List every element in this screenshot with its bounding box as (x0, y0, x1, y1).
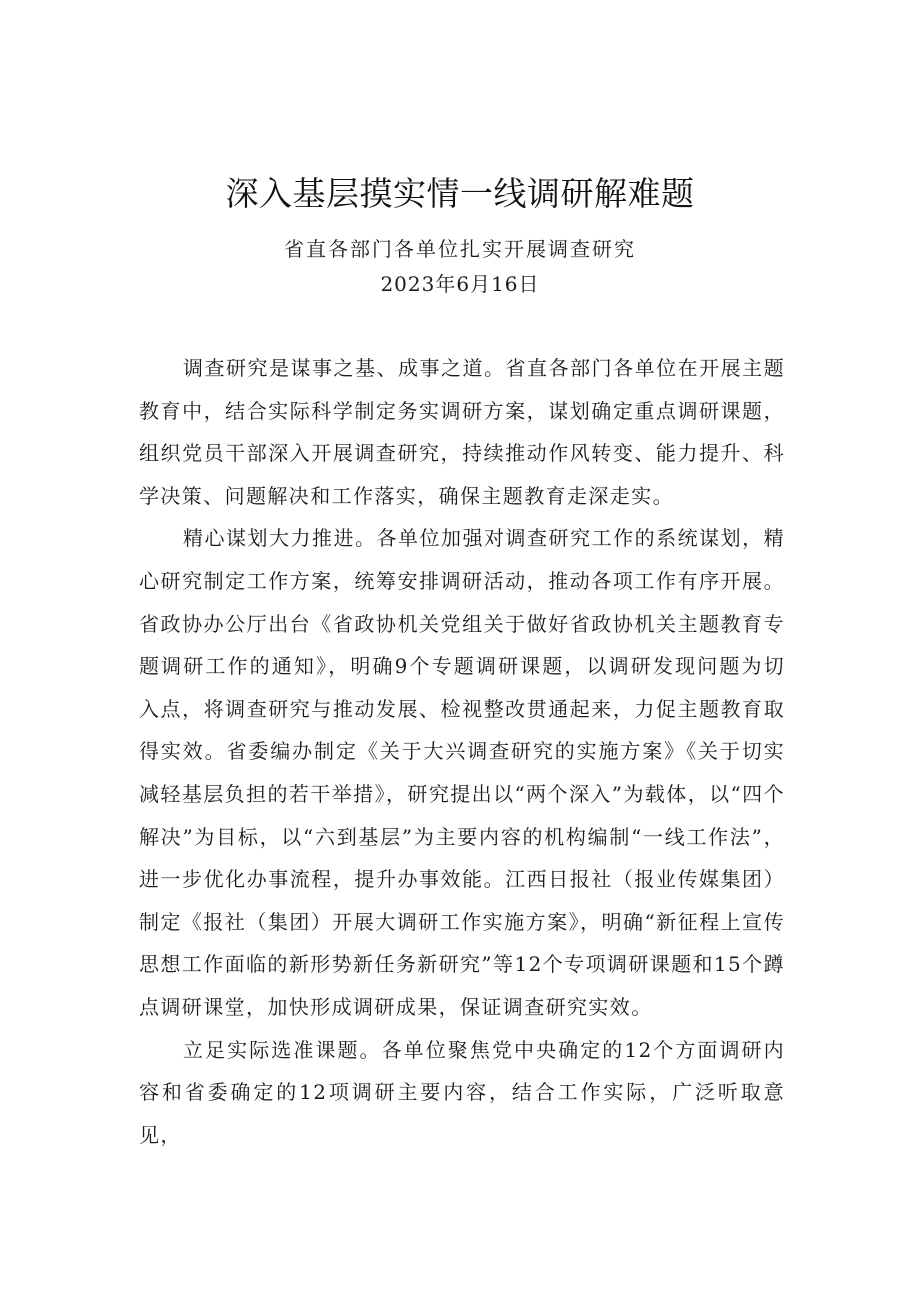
document-date: 2023年6月16日 (380, 272, 540, 296)
paragraph-planning: 精心谋划大力推进。各单位加强对调查研究工作的系统谋划，精心研究制定工作方案，统筹安排调研活动，推动各项工作有序开展。省政协办公厅出台《省政协机关党组关于做好省政协机关主题教育专题调研工作的通知》，明确9个专题调研课题，以调研发现问题为切入点，将调查研究与推动发展、检视整改贯通起来，力促主题教育取得实效。省委编办制定《关于大兴调查研究的实施方案》《关于切实减轻基层负担的若干举措》，研究提出以“两个深入”为载体，以“四个解决”为目标，以“六到基层”为主要内容的机构编制“一线工作法”，进一步优化办事流程，提升办事效能。江西日报社（报业传媒集团）制定《报社（集团）开展大调研工作实施方案》，明确“新征程上宣传思想工作面临的新形势新任务新研究”等12个专项调研课题和15个蹲点调研课堂，加快形成调研成果，保证调查研究实效。 (139, 526, 785, 1019)
document-subtitle: 省直各部门各单位扎实开展调查研究 (284, 237, 636, 261)
paragraph-topics: 立足实际选准课题。各单位聚焦党中央确定的12个方面调研内容和省委确定的12项调研主要内容，结合工作实际，广泛听取意见， (139, 1037, 785, 1147)
paragraph-intro: 调查研究是谋事之基、成事之道。省直各部门各单位在开展主题教育中，结合实际科学制定务实调研方案，谋划确定重点调研课题，组织党员干部深入开展调查研究，持续推动作风转变、能力提升、科学决策、问题解决和工作落实，确保主题教育走深走实。 (139, 356, 785, 508)
document-body (139, 347, 785, 1156)
document-title: 深入基层摸实情一线调研解难题 (225, 174, 695, 213)
